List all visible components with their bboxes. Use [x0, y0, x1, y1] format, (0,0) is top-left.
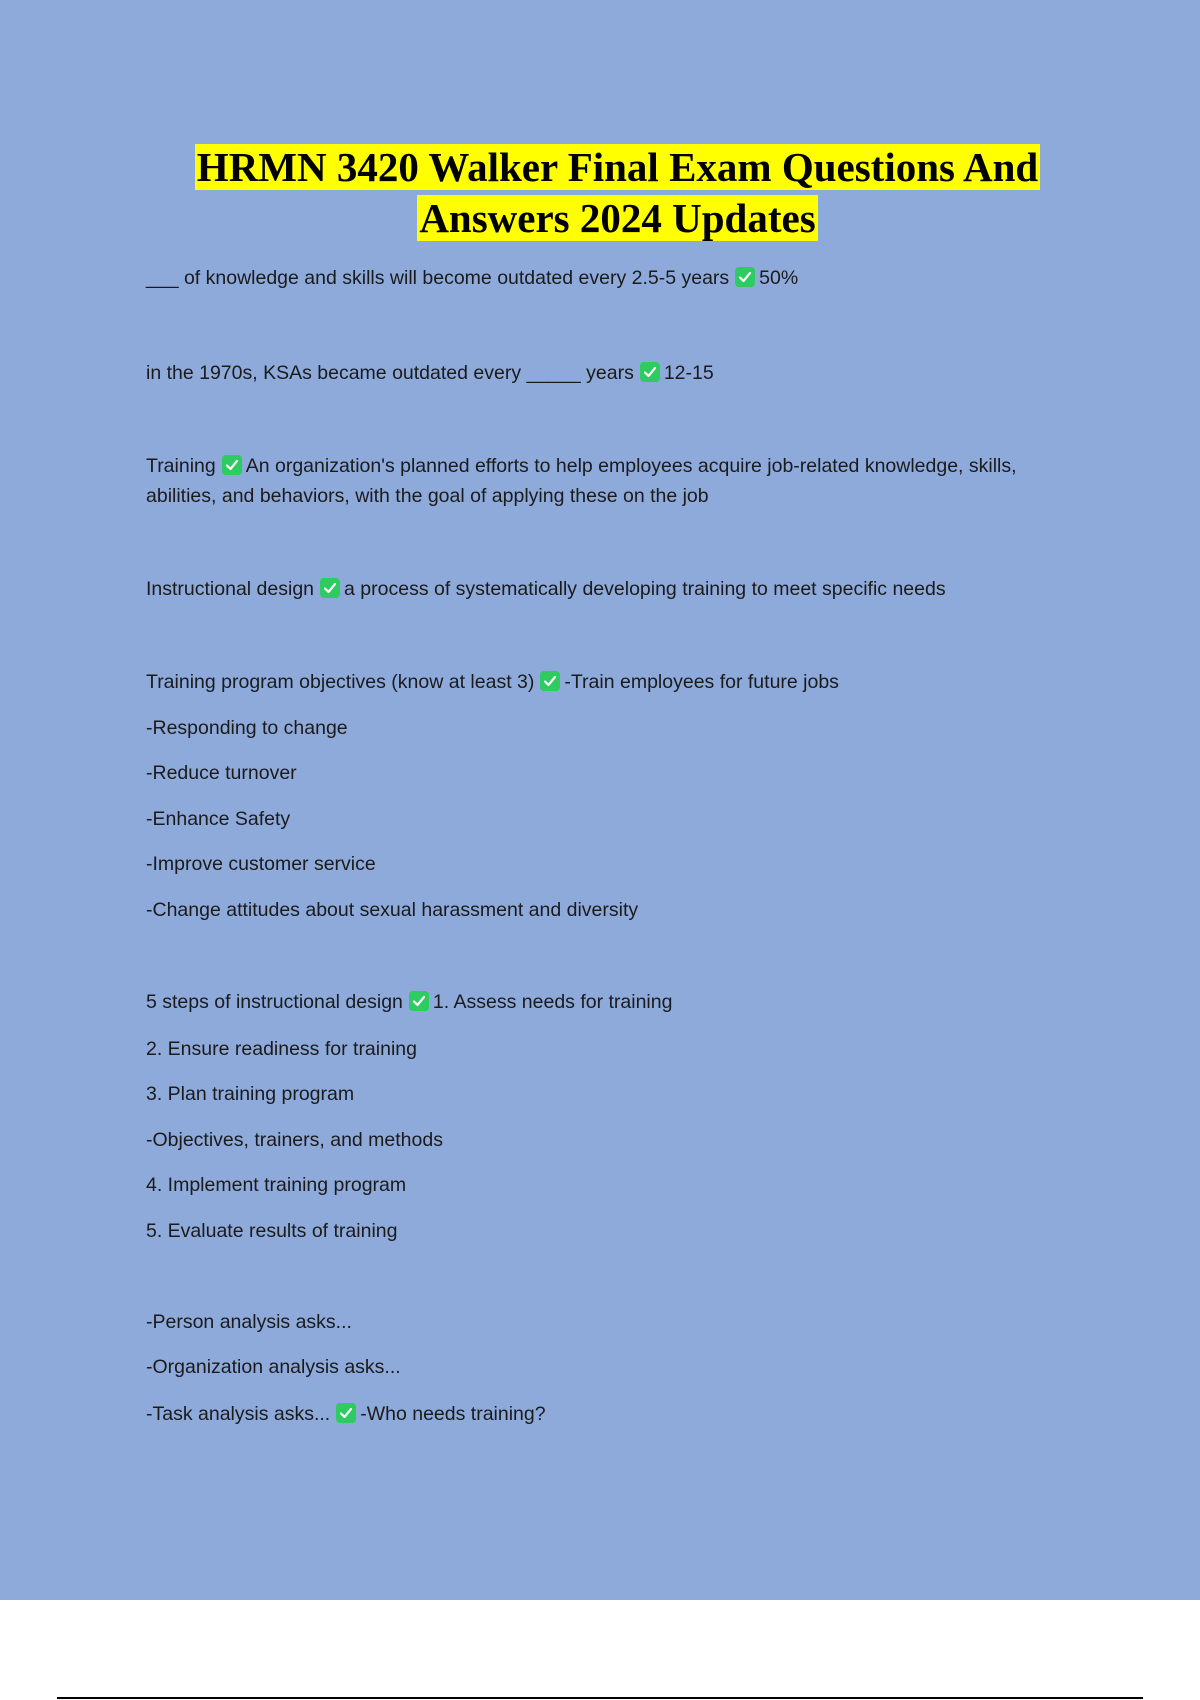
check-mark-icon: [222, 455, 242, 475]
card-term: ___ of knowledge and skills will become outdated every 2.5-5 years: [146, 267, 730, 289]
check-mark-icon: [336, 1403, 356, 1423]
answer-continuation: -Objectives, trainers, and methods: [146, 1129, 443, 1151]
footer-divider: [57, 1697, 1143, 1699]
card-answer: 50%: [759, 267, 799, 289]
flashcard: [146, 577, 946, 601]
flashcard: [146, 266, 798, 290]
answer-continuation: 5. Evaluate results of training: [146, 1220, 398, 1242]
card-term: in the 1970s, KSAs became outdated every _____ years: [146, 362, 634, 384]
answer-continuation: 2. Ensure readiness for training: [146, 1038, 417, 1060]
flashcard: [146, 451, 1076, 511]
card-answer: 1. Assess needs for training: [432, 991, 673, 1013]
card-answer: a process of systematically developing training to meet specific needs: [344, 578, 946, 600]
card-answer: -Train employees for future jobs: [564, 671, 839, 693]
check-mark-icon: [540, 671, 560, 691]
card-answer: -Who needs training?: [360, 1403, 546, 1425]
title-line-1: HRMN 3420 Walker Final Exam Questions And: [196, 144, 1039, 190]
card-term: Instructional design: [146, 578, 315, 600]
title-line-2: Answers 2024 Updates: [419, 195, 816, 241]
card-term: 5 steps of instructional design: [146, 991, 403, 1013]
page-title: [0, 142, 1200, 244]
flashcard: [146, 1402, 546, 1426]
flashcard: [146, 361, 714, 385]
card-term: Training program objectives (know at least 3): [146, 671, 535, 693]
card-answer: An organization's planned efforts to help employees acquire job-related knowledge, skills, abilities, and behaviors, with the goal of applying these on the job: [146, 455, 1017, 507]
check-mark-icon: [640, 362, 660, 382]
answer-continuation: -Enhance Safety: [146, 808, 291, 830]
question-line: -Organization analysis asks...: [146, 1356, 401, 1378]
answer-continuation: -Change attitudes about sexual harassment and diversity: [146, 899, 639, 921]
answer-continuation: -Responding to change: [146, 717, 348, 739]
answer-continuation: -Improve customer service: [146, 853, 376, 875]
flashcard: [146, 990, 672, 1014]
answer-continuation: 3. Plan training program: [146, 1083, 355, 1105]
question-line: -Person analysis asks...: [146, 1311, 352, 1333]
answer-continuation: -Reduce turnover: [146, 762, 297, 784]
check-mark-icon: [735, 267, 755, 287]
check-mark-icon: [320, 578, 340, 598]
flashcard: [146, 670, 839, 694]
answer-continuation: 4. Implement training program: [146, 1174, 407, 1196]
card-answer: 12-15: [663, 362, 714, 384]
card-term: -Task analysis asks...: [146, 1403, 331, 1425]
check-mark-icon: [409, 991, 429, 1011]
card-term: Training: [146, 455, 216, 477]
